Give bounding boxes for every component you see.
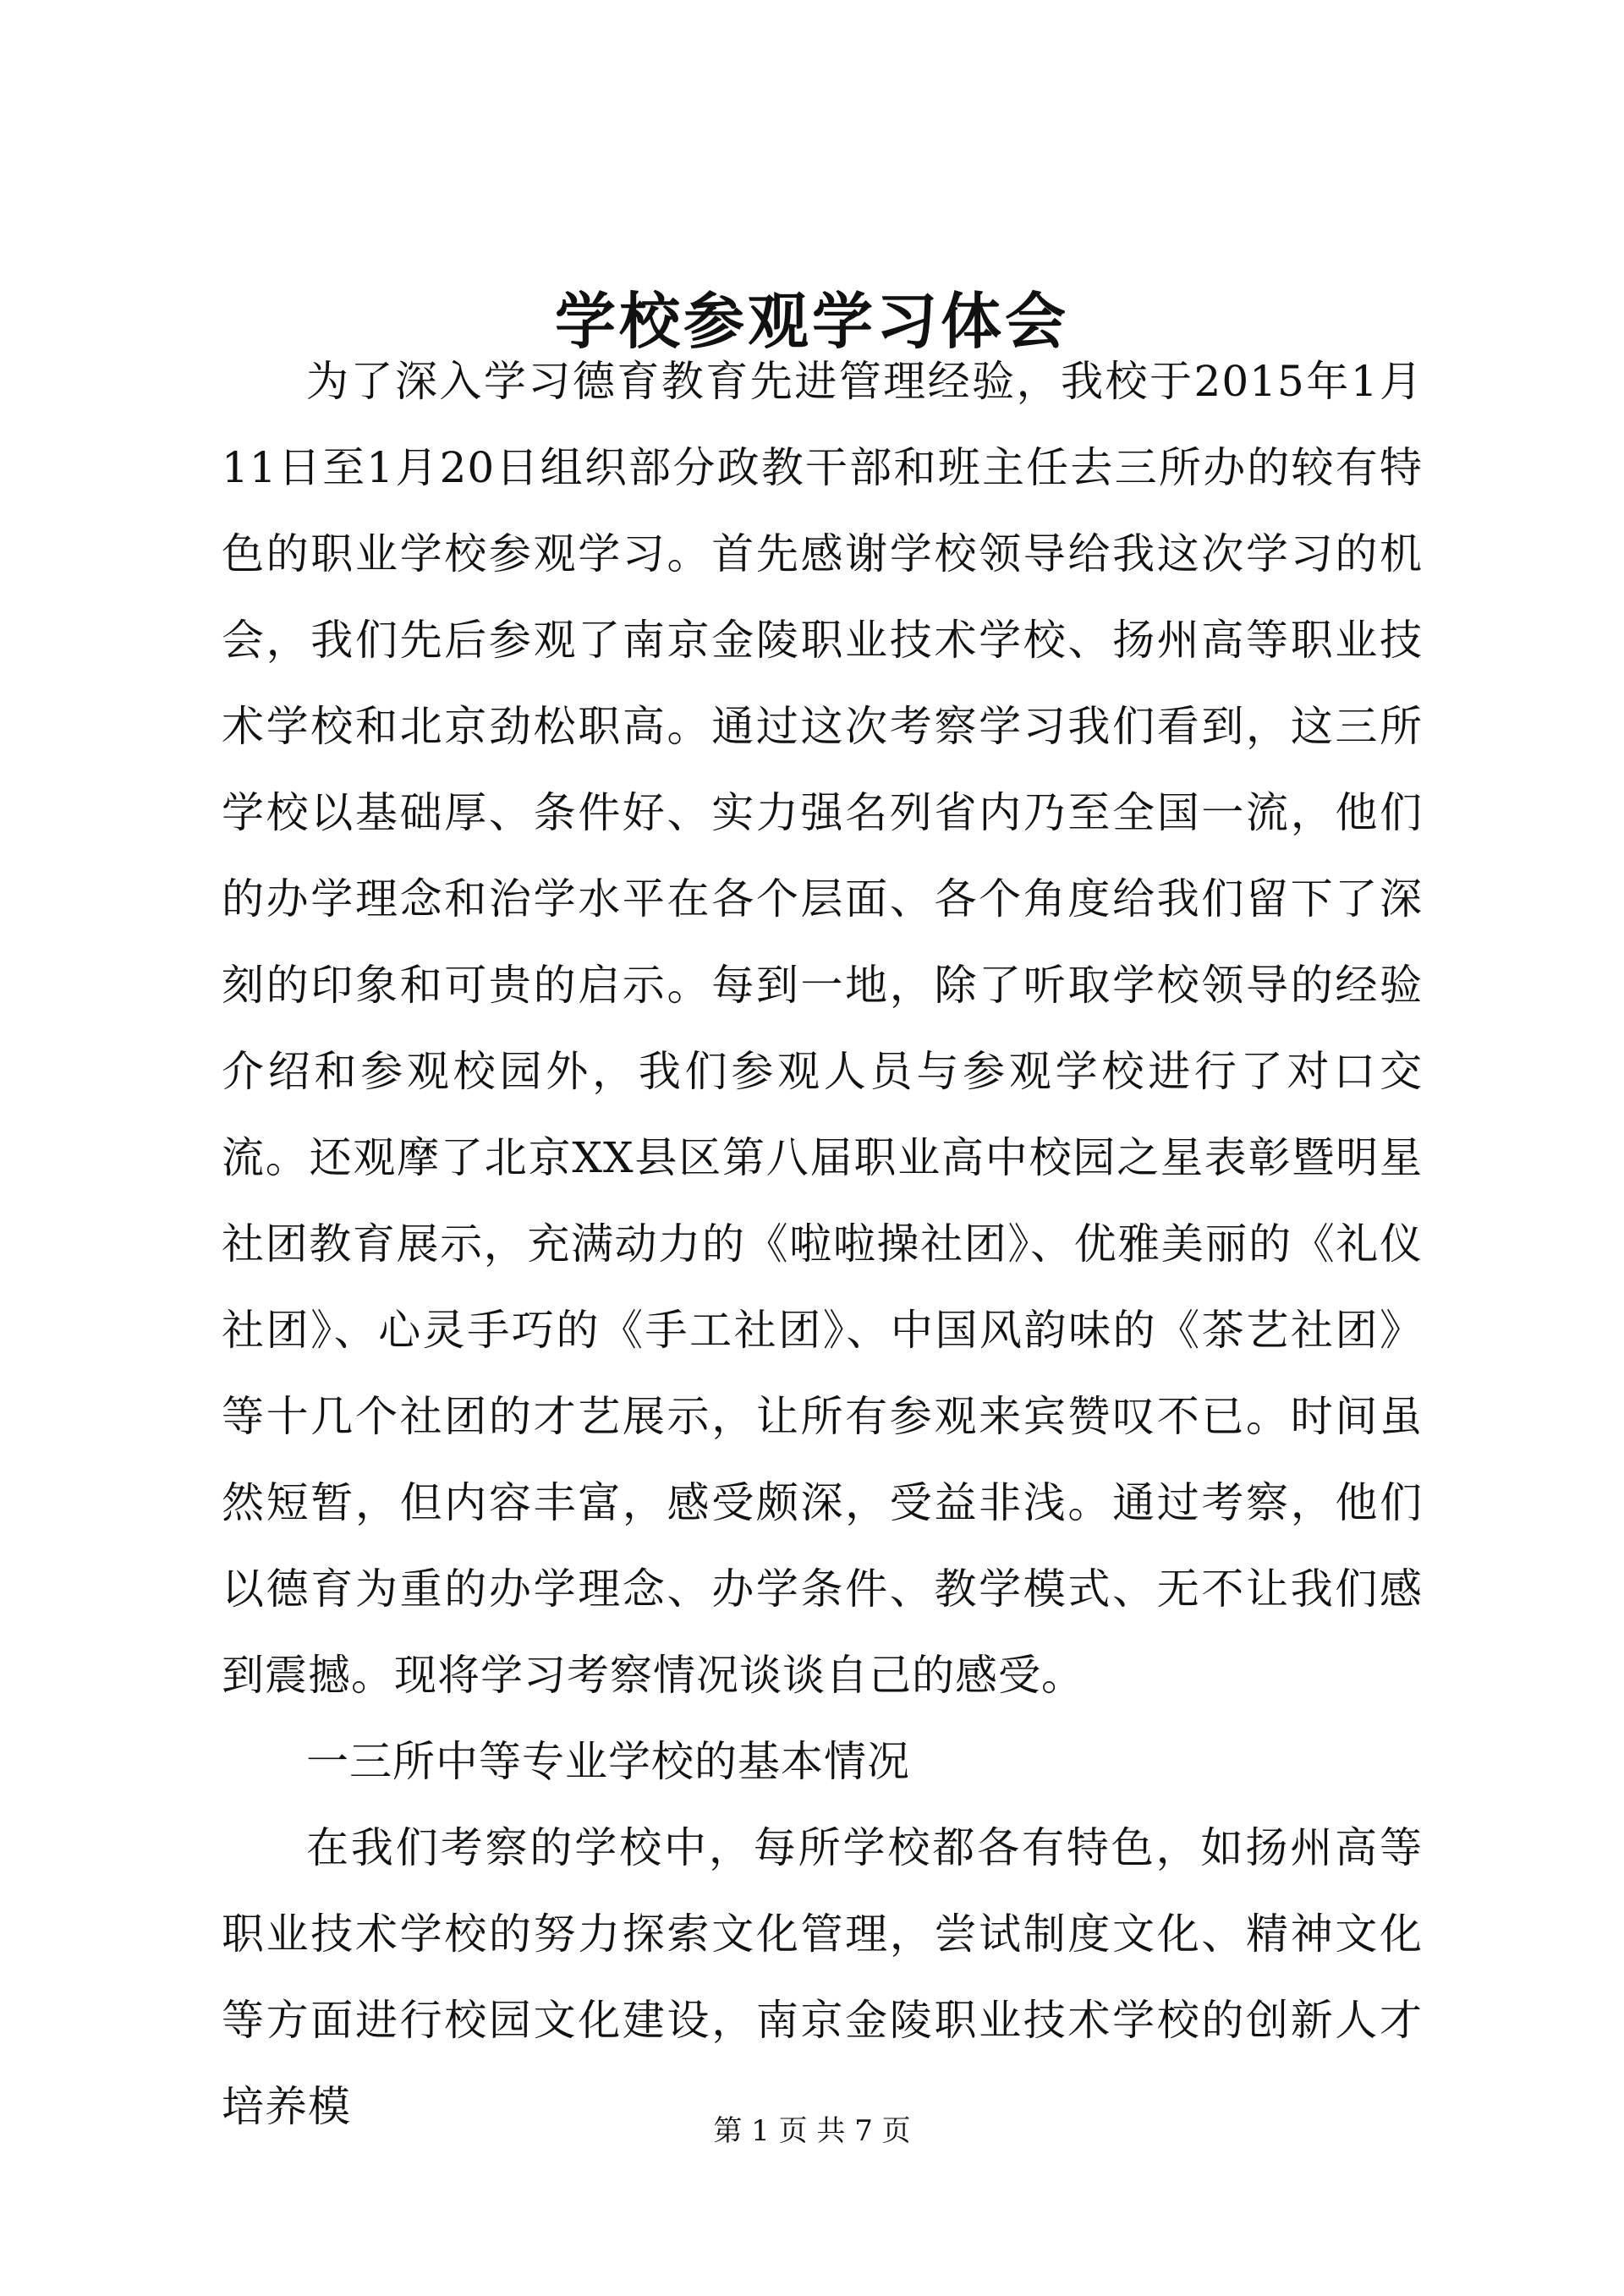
paragraph-section-1: 在我们考察的学校中，每所学校都各有特色，如扬州高等职业技术学校的努力探索文化管理，尝试制度文化、精神文化等方面进行校园文化建设，南京金陵职业技术学校的创新人才培养模 xyxy=(222,1823,1423,2131)
paragraph-intro: 为了深入学习德育教育先进管理经验，我校于2015年1月11日至1月20日组织部分政教干部和班主任去三所办的较有特色的职业学校参观学习。首先感谢学校领导给我这次学习的机会，我们先后参观了南京金陵职业技术学校、扬州高等职业技术学校和北京劲松职高。通过这次考察学习我们看到，这三所学校以基础厚、条件好、实力强名列省内乃至全国一流，他们的办学理念和治学水平在各个层面、各个角度给我们留下了深刻的印象和可贵的启示。每到一地，除了听取学校领导的经验介绍和参观校园外，我们参观人员与参观学校进行了对口交流。还观摩了北京XX县区第八届职业高中校园之星表彰暨明星社团教育展示，充满动力的《啦啦操社团》、优雅美丽的《礼仪社团》、心灵手巧的《手工社团》、中国风韵味的《茶艺社团》等十几个社团的才艺展示，让所有参观来宾赞叹不已。时间虽然短暂，但内容丰富，感受颇深，受益非浅。通过考察，他们以德育为重的办学理念、办学条件、教学模式、无不让我们感到震撼。现将学习考察情况谈谈自己的感受。 xyxy=(222,357,1423,1700)
document-body xyxy=(222,338,1423,2150)
section-heading: 一三所中等专业学校的基本情况 xyxy=(306,1737,910,1786)
document-title: 学校参观学习体会 xyxy=(554,285,1069,357)
page-number-footer: 第 1 页 共 7 页 xyxy=(713,2114,911,2148)
